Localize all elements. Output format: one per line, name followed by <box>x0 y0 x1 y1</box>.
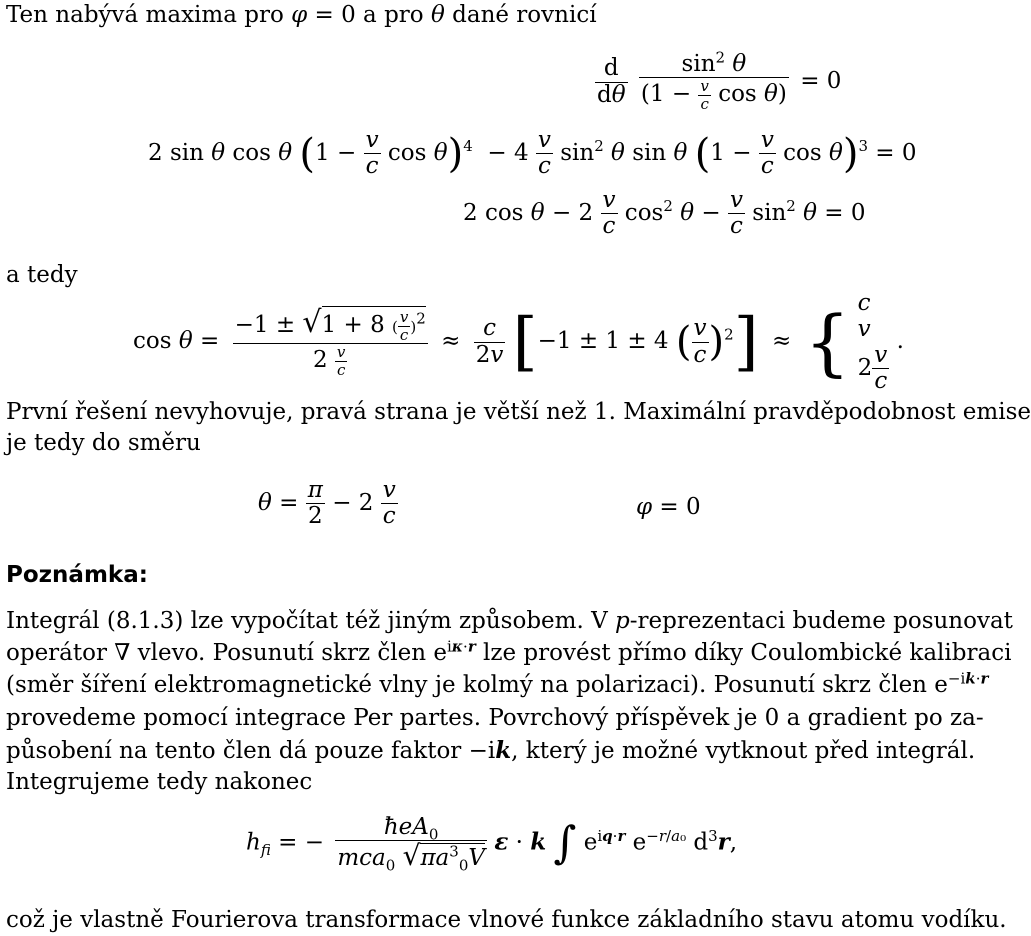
equation-expanded: 2 sin θ cos θ (1 − $\frac{v}{c}$ cos θ)$^4$ − 4 $\frac{v}{c}$ $\sin^2 \theta$ sin θ (1 − $\frac{v}{c}$ cos θ)$^3$ = 0 <box>148 127 917 180</box>
note-line-1: Integrál (8.1.3) lze vypočítat též jiným způsobem. V p-reprezentaci budeme posunovat <box>6 608 1013 634</box>
note-heading: Poznámka: <box>6 562 148 588</box>
equation-matrix-element: $h_{fi}$ = − $\frac{ħeA_0}{mca_0 √\pi a^3_0V}$ ε · k ∫ $e^{iq\cdot r}$ $e^{-r/a_0}$ $d^3r$, <box>246 814 738 875</box>
intro-paragraph: Ten nabývá maxima pro φ = 0 a pro θ dané rovnicí <box>6 2 597 28</box>
closing-paragraph: což je vlastně Fourierova transformace vlnové funkce základního stavu atomu vodíku. <box>6 907 1007 933</box>
note-line-4: provedeme pomocí integrace Per partes. Povrchový příspěvek je 0 a gradient po za- <box>6 705 984 731</box>
equation-derivative: $\frac{d}{d\theta}$ $\sin^2 \theta$ (1 − $\frac{v}{c}$ cos θ) = 0 <box>597 48 842 113</box>
equation-cos-theta: cos θ = −1 ± √1 + 8 ( $\frac{v}{c}$ )$^2$ 2 $\frac{v}{c}$ ≈ $\frac{c}{2v}$ [−1 ± 1 ± 4 ( $\frac{v}{c}$ )$^2$] ≈ { c v 2 $\frac{v}{c}$ . <box>133 290 904 395</box>
note-line-6: Integrujeme tedy nakonec <box>6 769 313 795</box>
equation-theta-max: θ = $\frac{\pi}{2}$ − 2 $\frac{v}{c}$ <box>258 477 396 530</box>
note-line-2: operátor ∇ vlevo. Posunutí skrz člen $e^{i\kappa\cdot r}$ lze provést přímo díky Coulombické kalibraci <box>6 637 1012 666</box>
a-tedy-label: a tedy <box>6 262 78 288</box>
note-line-3: (směr šíření elektromagnetické vlny je kolmý na polarizaci). Posunutí skrz člen $e^{-ik\cdot r}$ <box>6 669 989 698</box>
equation-phi: φ = 0 <box>636 494 701 520</box>
paragraph-direction: je tedy do směru <box>6 430 201 456</box>
note-line-5: působení na tento člen dá pouze faktor −ik, který je možné vytknout před integrál. <box>6 737 976 764</box>
equation-simplified: 2 cos θ − 2 $\frac{v}{c}$ $\cos^2 \theta$ − $\frac{v}{c}$ $\sin^2 \theta = 0$ <box>463 187 866 240</box>
paragraph-first-solution: První řešení nevyhovuje, pravá strana je větší než 1. Maximální pravděpodobnost emise <box>6 399 1031 425</box>
